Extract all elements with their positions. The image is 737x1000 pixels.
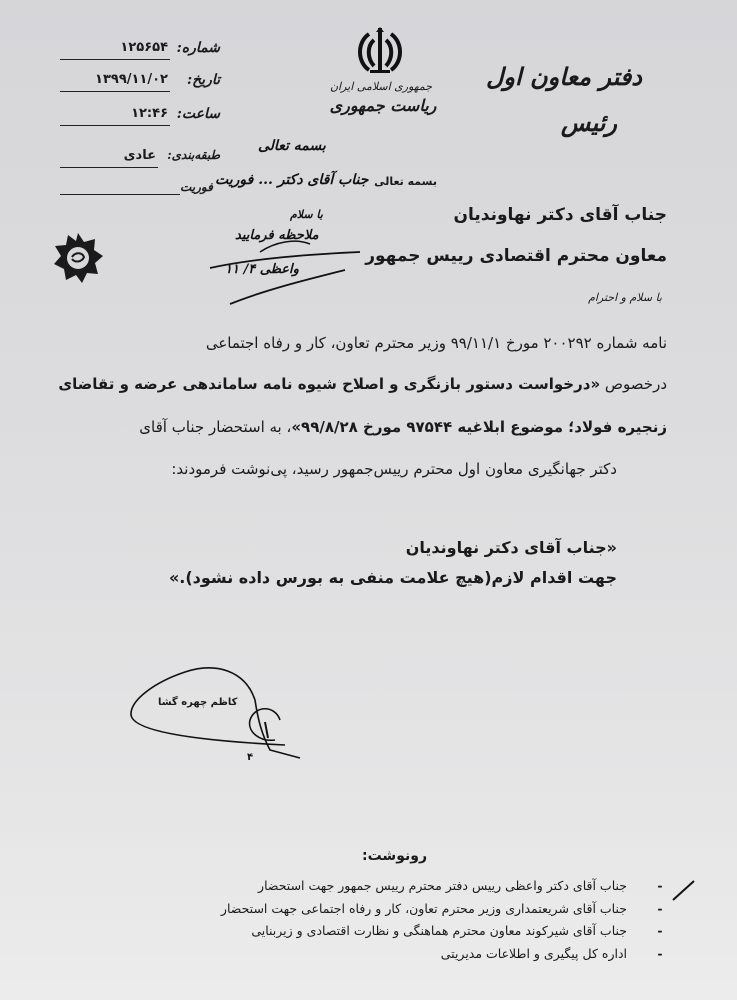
priority-underline bbox=[60, 194, 180, 195]
underline bbox=[60, 167, 158, 168]
cc-list bbox=[127, 878, 667, 968]
classification-field bbox=[60, 148, 220, 170]
cc-item bbox=[127, 923, 667, 946]
quote-line-1: «جناب آقای دکتر نهاوندیان bbox=[405, 538, 617, 557]
addressee-line2: معاون محترم اقتصادی رییس جمهور bbox=[365, 246, 667, 266]
body-line-2 bbox=[58, 375, 667, 393]
letter-time-field bbox=[60, 106, 220, 128]
addressee-line1: جناب آقای دکتر نهاوندیان bbox=[453, 205, 667, 225]
priority-label: فوریت bbox=[180, 180, 213, 194]
letter-number-field bbox=[60, 40, 220, 62]
office-seal-icon bbox=[52, 232, 104, 284]
cc-item bbox=[127, 946, 667, 969]
number-label: شماره: bbox=[176, 40, 220, 56]
basmala: بسمه تعالی bbox=[374, 175, 437, 188]
body-line-3-subject: زنجیره فولاد؛ موضوع ابلاغیه ۹۷۵۴۴ مورخ ۹۹/۸/۲۸» bbox=[291, 418, 667, 436]
handwritten-note-line1: بسمه تعالی bbox=[258, 138, 326, 154]
bullet-dash: - bbox=[657, 900, 663, 916]
cc-item bbox=[127, 878, 667, 901]
office-heading-line1: دفتر معاون اول bbox=[485, 62, 642, 91]
body-line-4: دکتر جهانگیری معاون اول محترم رییس‌جمهور رسید، پی‌نوشت فرمودند: bbox=[171, 460, 617, 478]
time-value: ۱۲:۴۶ bbox=[131, 106, 168, 121]
body-line-3-suffix: ، به استحضار جناب آقای bbox=[139, 418, 292, 436]
body-line-3 bbox=[139, 418, 667, 436]
handwritten-note-line5: واعظی ۴/ ۱۱ bbox=[225, 262, 299, 277]
greeting: با سلام و احترام bbox=[588, 291, 662, 304]
date-label: تاریخ: bbox=[186, 72, 220, 88]
cc-title: رونوشت: bbox=[362, 848, 427, 864]
signatory-name: کاظم چهره گشا bbox=[158, 697, 238, 708]
handwritten-note-line3: با سلام bbox=[290, 208, 323, 221]
body-line-2-subject: «درخواست دستور بازنگری و اصلاح شیوه نامه ساماندهی عرضه و تقاضای bbox=[58, 375, 601, 393]
classification-value: عادی bbox=[123, 148, 156, 163]
quote-line-2: جهت اقدام لازم(هیچ علامت منفی به بورس داده نشود).» bbox=[168, 568, 617, 587]
handwritten-note-line4: ملاحظه فرمایید bbox=[235, 228, 319, 243]
underline bbox=[60, 91, 170, 92]
number-value: ۱۲۵۶۵۴ bbox=[120, 40, 168, 55]
cc-item-text: جناب آقای دکتر واعظی رییس دفتر محترم رییس جمهور جهت استحضار bbox=[258, 878, 627, 893]
cc-item-text: جناب آقای شیرکوند معاون محترم هماهنگی و نظارت اقتصادی و زیربنایی bbox=[251, 923, 627, 938]
time-label: ساعت: bbox=[176, 106, 220, 122]
emblem-caption-line2: ریاست جمهوری bbox=[329, 96, 437, 115]
underline bbox=[60, 125, 170, 126]
body-line-2-prefix: درخصوص bbox=[600, 375, 667, 393]
underline bbox=[60, 59, 170, 60]
letter-date-field bbox=[60, 72, 220, 94]
office-heading-line2: رئیس bbox=[560, 108, 617, 137]
bullet-dash: - bbox=[657, 878, 663, 893]
bullet-dash: - bbox=[657, 945, 663, 961]
classification-label: طبقه‌بندی: bbox=[167, 148, 220, 162]
cc-item-text: اداره کل پیگیری و اطلاعات مدیریتی bbox=[440, 945, 627, 961]
bullet-dash: - bbox=[657, 923, 663, 938]
body-line-1: نامه شماره ۲۰۰۲۹۲ مورخ ۹۹/۱۱/۱ وزیر محترم تعاون، کار و رفاه اجتماعی bbox=[205, 334, 667, 352]
iran-emblem-icon bbox=[352, 26, 408, 76]
checkmark-icon bbox=[670, 878, 698, 906]
cc-item bbox=[127, 901, 667, 924]
handwritten-note-line2: جناب آقای دکتر ... فوریت bbox=[215, 172, 369, 188]
svg-text:۴: ۴ bbox=[247, 752, 254, 760]
cc-item-text: جناب آقای شریعتمداری وزیر محترم تعاون، کار و رفاه اجتماعی جهت استحضار bbox=[220, 900, 627, 916]
emblem-caption-line1: جمهوری اسلامی ایران bbox=[329, 80, 433, 93]
date-value: ۱۳۹۹/۱۱/۰۲ bbox=[95, 72, 168, 87]
signature-icon bbox=[125, 660, 305, 760]
